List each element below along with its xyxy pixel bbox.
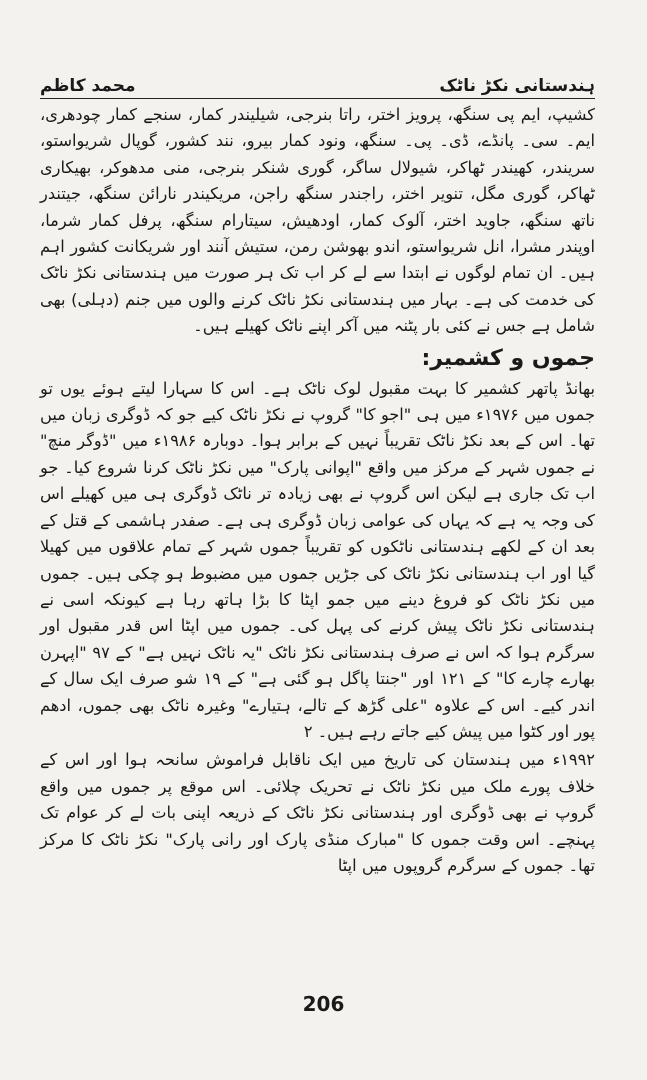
header-title: ہندستانی نکڑ ناٹک <box>439 76 595 96</box>
paragraph-bihar-names: کشیپ، ایم پی سنگھ، پرویز اختر، راتا بنرجی، شیلیندر کمار، سنجے کمار چودھری، ایم۔ سی۔ پانڈے، ڈی۔ پی۔ سنگھ، ونود کمار بیرو، نند کشور، گوپال شریواستو، سریندر، کھیندر ٹھاکر، شیولال ساگر، گوری شنکر بنرجی، منی مدھوکر، بھیکاری ٹھاکر، گوری مگل، تنویر اختر، راجندر سنگھ راجن، مریکیندر نارائن سنگھ، جیتندر ناتھ سنگھ، جاوید اختر، آلوک کمار، اودھیش، سیتارام سنگھ، پرفل کمار شرما، اوپندر مشرا، انل شریواستو، اندو بھوشن رمن، ستیش آنند اور شریکانت کشور اہم ہیں۔ ان تمام لوگوں نے ابتدا سے لے کر اب تک ہر صورت میں ہندستانی نکڑ ناٹک کی خدمت کی ہے۔ بہار میں ہندستانی نکڑ ناٹک کرنے والوں میں جنم (دہلی) بھی شامل ہے جس نے کئی بار پٹنہ میں آکر اپنے ناٹک کھیلے ہیں۔ <box>40 105 595 336</box>
header-author: محمد کاظم <box>40 76 136 96</box>
paragraph-1992: ۱۹۹۲ء میں ہندستان کی تاریخ میں ایک ناقابل فراموش سانحہ ہوا اور اس کے خلاف پورے ملک میں نکڑ ناٹک نے تحریک چلائی۔ اس موقع پر جموں میں واقع گروپ نے بھی ڈوگری اور ہندستانی نکڑ ناٹک کے ذریعہ اپنی بات لے کر عوام تک پہنچے۔ اس وقت جموں کا "مبارک منڈی پارک اور رانی پارک" نکڑ ناٹک کا مرکز تھا۔ جموں کے سرگرم گروپوں میں اپٹا <box>40 750 595 875</box>
page-number: 206 <box>302 992 345 1016</box>
page-body <box>40 102 595 879</box>
running-header <box>40 70 595 99</box>
section-heading: جموں و کشمیر: <box>421 345 595 371</box>
paragraph-jammu-history: بھانڈ پاتھر کشمیر کا بہت مقبول لوک ناٹک ہے۔ اس کا سہارا لیتے ہوئے یوں تو جموں میں ۱۹۷۶ء میں ہی "اجو کا" گروپ نے نکڑ ناٹک کیے جو کہ ڈوگری زبان میں تھا۔ اس کے بعد نکڑ ناٹک تقریباً نہیں کے برابر ہوا۔ دوبارہ ۱۹۸۶ء میں "ڈوگر منچ" نے جموں شہر کے مرکز میں واقع "اپوانی پارک" میں نکڑ ناٹک کرنا شروع کیا۔ جو اب تک جاری ہے لیکن اس گروپ نے بھی زیادہ تر ناٹک ڈوگری ہی میں کھیلے اس کی وجہ یہ ہے کہ یہاں کی عوامی زبان ڈوگری ہی ہے۔ صفدر ہاشمی کے قتل کے بعد ان کے لکھے ہندستانی ناٹکوں کو تقریباً جموں شہر کے تمام علاقوں میں کھیلا گیا اور اب ہندستانی نکڑ ناٹک کی جڑیں جموں میں مضبوط ہو چکی ہیں۔ جموں میں نکڑ ناٹک کو فروغ دینے میں جمو اپٹا کا بڑا ہاتھ رہا ہے کیونکہ اسی نے ہندستانی نکڑ ناٹک پیش کرنے کی پہل کی۔ جموں میں اپٹا اس قدر مقبول اور سرگرم ہوا کہ اس نے صرف ہندستانی نکڑ ناٹک "یہ ناٹک نہیں ہے" کے ۹۷ "اپہرن بھارے چارے کا" کے ۱۲۱ اور "جنتا پاگل ہو گئی ہے" کے ۱۹ شو صرف ایک سال کے اندر کیے۔ اس کے علاوہ "علی گڑھ کے تالے، ہتیارے" وغیرہ ناٹک بھی جموں، ادھم پور اور کٹوا میں پیش کیے جاتے رہے ہیں۔ ۲ <box>40 378 595 741</box>
